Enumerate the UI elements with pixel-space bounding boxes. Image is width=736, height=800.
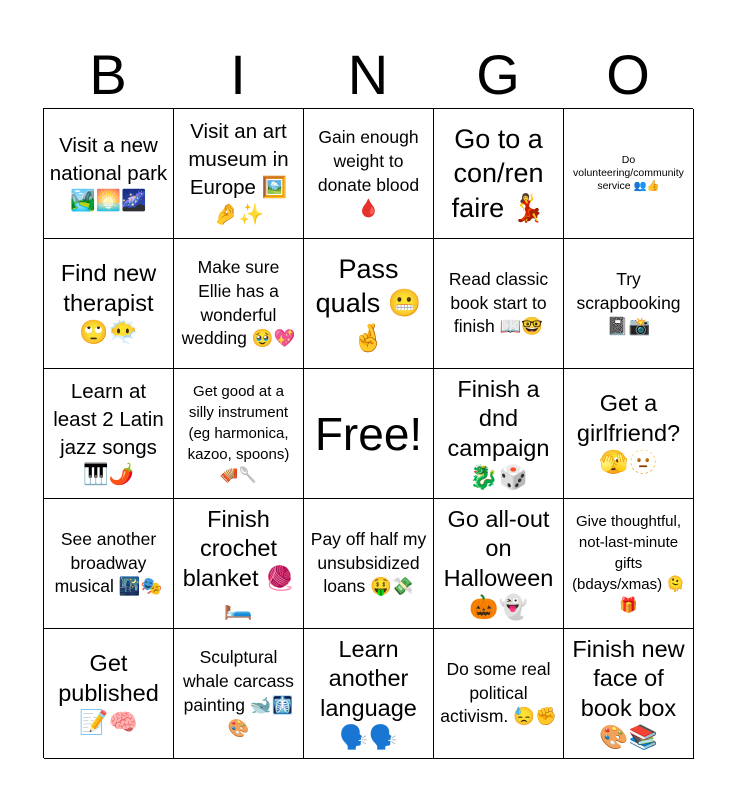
cell-text: Go to a con/ren faire 💃	[451, 123, 546, 223]
cell-text: Gain enough weight to donate blood 🩸	[317, 127, 420, 219]
bingo-cell-g4[interactable]	[434, 499, 564, 629]
bingo-cell-o2[interactable]	[564, 239, 694, 369]
bingo-cell-b4[interactable]	[44, 499, 174, 629]
bingo-cell-o3[interactable]	[564, 369, 694, 499]
cell-text: Get good at a silly instrument (eg harmonica, kazoo, spoons) 🪗🥄	[187, 383, 290, 484]
cell-text: Finish new face of book box 🎨📚	[572, 635, 685, 750]
cell-text: Learn at least 2 Latin jazz songs 🎹🌶️	[53, 380, 164, 487]
bingo-cell-b2[interactable]	[44, 239, 174, 369]
cell-text: Read classic book start to finish 📖🤓	[448, 269, 549, 337]
bingo-cell-n1[interactable]	[304, 109, 434, 239]
bingo-cell-b1[interactable]	[44, 109, 174, 239]
cell-text: Visit a new national park 🏞️🌅🌌	[49, 133, 168, 213]
bingo-cell-g2[interactable]	[434, 239, 564, 369]
cell-text: Pay off half my unsubsidized loans 🤑💸	[310, 529, 427, 597]
bingo-cell-n4[interactable]	[304, 499, 434, 629]
bingo-cell-g1[interactable]	[434, 109, 564, 239]
header-letter-n: N	[347, 43, 389, 106]
cell-text: See another broadway musical 🌃🎭	[54, 529, 163, 597]
cell-text: Finish crochet blanket 🧶🛏️	[182, 505, 295, 620]
bingo-cell-i4[interactable]	[174, 499, 304, 629]
bingo-cell-g3[interactable]	[434, 369, 564, 499]
cell-text: Give thoughtful, not-last-minute gifts (bdays/xmas) 🫠🎁	[572, 513, 685, 614]
header-letter-g: G	[476, 43, 520, 106]
cell-text: Finish a dnd campaign 🐉🎲	[447, 375, 550, 490]
bingo-cell-o4[interactable]	[564, 499, 694, 629]
bingo-cell-free[interactable]	[304, 369, 434, 499]
bingo-cell-i3[interactable]	[174, 369, 304, 499]
cell-text: Pass quals 😬🤞	[315, 253, 422, 353]
bingo-cell-i2[interactable]	[174, 239, 304, 369]
bingo-cell-i5[interactable]	[174, 629, 304, 759]
header-letter-b: B	[89, 43, 127, 106]
header-letter-i: I	[230, 43, 246, 106]
bingo-board	[43, 108, 693, 758]
bingo-cell-n2[interactable]	[304, 239, 434, 369]
cell-text: Visit an art museum in Europe 🖼️🤌✨	[188, 120, 289, 227]
cell-text: Do some real political activism. 😓✊	[440, 659, 557, 727]
cell-text: Get published 📝🧠	[58, 650, 159, 736]
cell-text: Go all-out on Halloween 🎃👻	[443, 505, 554, 620]
bingo-header	[43, 44, 693, 106]
header-letter-o: O	[606, 43, 650, 106]
cell-text: Do volunteering/community service 👥👍	[573, 153, 684, 193]
cell-text: Find new therapist 🙄😶‍🌫️	[60, 260, 157, 346]
cell-text: Learn another language 🗣️🗣️	[320, 635, 417, 750]
bingo-cell-b5[interactable]	[44, 629, 174, 759]
cell-text: Sculptural whale carcass painting 🐋🩻🎨	[183, 647, 294, 739]
bingo-cell-o1[interactable]	[564, 109, 694, 239]
cell-text: Get a girlfriend? 🫣🫥	[576, 390, 681, 476]
bingo-cell-b3[interactable]	[44, 369, 174, 499]
cell-text: Try scrapbooking 📓📸	[576, 269, 681, 337]
bingo-cell-o5[interactable]	[564, 629, 694, 759]
bingo-cell-n5[interactable]	[304, 629, 434, 759]
free-space-text: Free!	[314, 407, 423, 460]
cell-text: Make sure Ellie has a wonderful wedding 🥹💖	[181, 257, 296, 349]
bingo-cell-i1[interactable]	[174, 109, 304, 239]
bingo-cell-g5[interactable]	[434, 629, 564, 759]
